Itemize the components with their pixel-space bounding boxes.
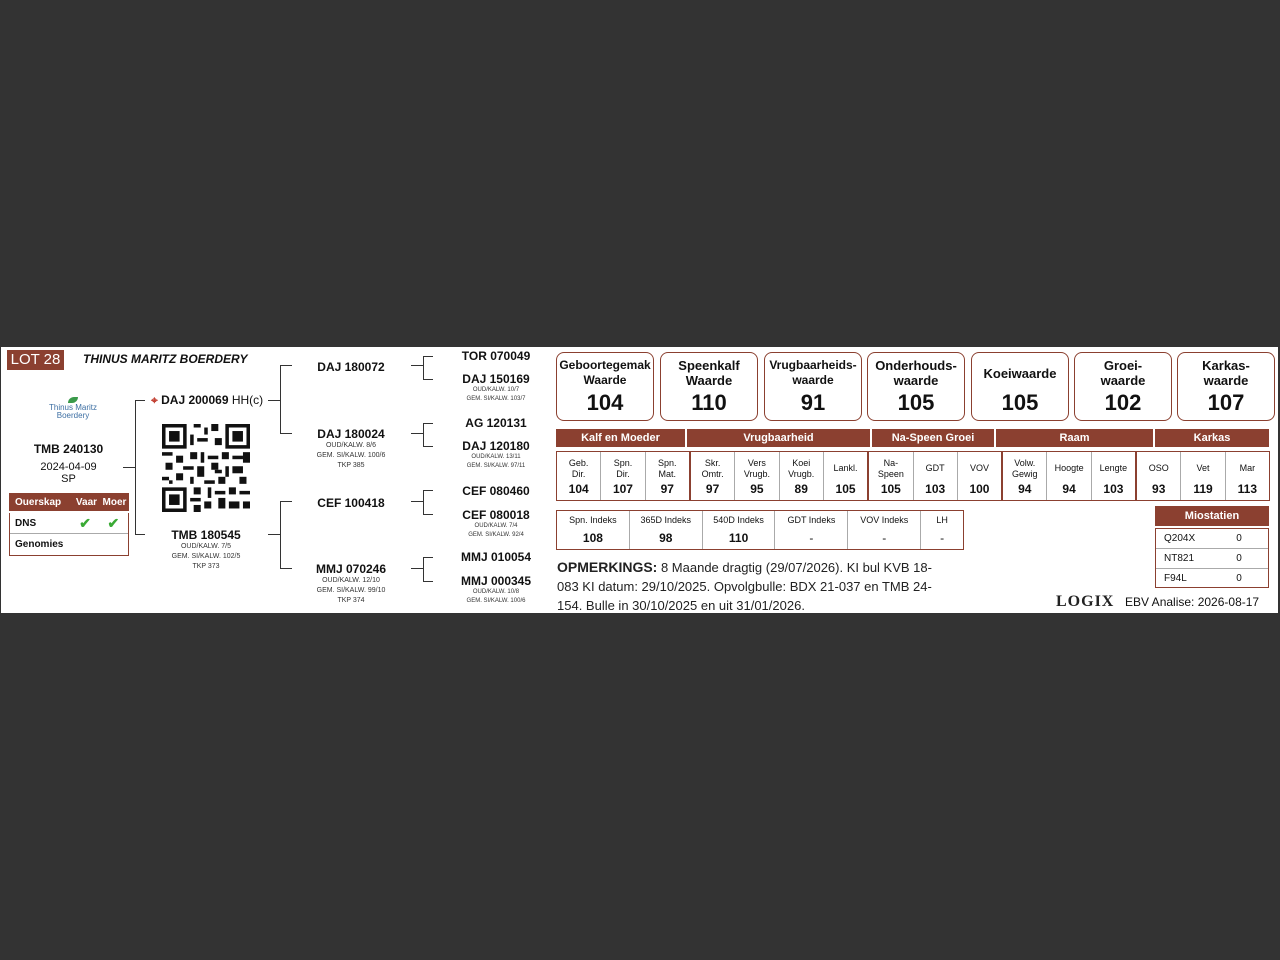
section-header: Na-Speen Groei	[872, 429, 994, 447]
farm-name: THINUS MARITZ BOERDERY	[83, 352, 248, 366]
ownership-header: Ouerskap Vaar Moer	[9, 493, 129, 511]
dds: MMJ 010054	[460, 550, 532, 564]
remarks-label: OPMERKINGS:	[557, 559, 658, 575]
ownership-body	[9, 513, 129, 556]
myostatin-header: Miostatien	[1155, 506, 1269, 526]
index-table	[556, 510, 964, 550]
dam: TMB 180545 OUD/KALW. 7/5 GEM. SI/KALW. 102/5 TKP 373	[151, 528, 261, 572]
dsd: CEF 080018 OUD/KALW. 7/4 GEM. SI/KALW. 92/4	[462, 508, 530, 538]
section-header: Raam	[996, 429, 1153, 447]
ownership-row-genomics: Genomies	[10, 533, 128, 554]
dss: CEF 080460	[462, 484, 530, 498]
value-box: Vrugbaarheids- waarde 91	[764, 352, 862, 421]
sire-id: DAJ 200069	[161, 393, 229, 407]
sdd: DAJ 120180 OUD/KALW. 13/11 GEM. SI/KALW. 97/11	[462, 439, 530, 469]
value-box: Groei- waarde 102	[1074, 352, 1172, 421]
qr-code	[162, 424, 250, 512]
index-cell: VOV Indeks -	[847, 511, 920, 549]
value-box: Karkas- waarde 107	[1177, 352, 1275, 421]
checkmark-icon: ✔	[107, 514, 120, 531]
ownership-row-dns: DNS ✔ ✔	[10, 513, 128, 533]
section-header: Karkas	[1155, 429, 1269, 447]
myostatin-table	[1155, 528, 1269, 588]
ebv-cell: Koei Vrugb. 89	[779, 452, 823, 500]
ebv-cell: Mar 113	[1225, 452, 1269, 500]
myostatin-row: Q204X 0	[1164, 533, 1242, 544]
ebv-cell: Geb. Dir. 104	[568, 458, 589, 496]
ebv-cell: Na- Speen 105	[867, 452, 912, 500]
sire-status: HH(c)	[231, 393, 264, 407]
section-header: Kalf en Moeder	[556, 429, 685, 447]
checkmark-icon: ✔	[79, 514, 91, 531]
index-cell: 365D Indeks 98	[629, 511, 702, 549]
ebv-cell: Skr. Omtr. 97	[689, 452, 734, 500]
sire	[151, 393, 263, 408]
logo-line2: Boerdery	[56, 411, 90, 420]
ebv-cell: Hoogte 94	[1046, 452, 1090, 500]
section-header: Vrugbaarheid	[687, 429, 870, 447]
ebv-cell: Spn. Dir. 107	[600, 452, 644, 500]
index-cell: LH -	[920, 511, 963, 549]
ownership-table	[9, 493, 129, 555]
lot-badge: LOT 28	[7, 350, 64, 370]
sire-sire: DAJ 180072	[317, 360, 385, 374]
dam-id: TMB 180545	[171, 528, 241, 542]
ebv-cell: Vers Vrugb. 95	[734, 452, 778, 500]
sire-dam: DAJ 180024 OUD/KALW. 8/6 GEM. SI/KALW. 100/6 TKP 385	[316, 427, 386, 469]
ebv-cell: Volw. Gewig 94	[1001, 452, 1046, 500]
dam-sire: CEF 100418	[317, 496, 385, 510]
value-box: Koeiwaarde 105	[971, 352, 1069, 421]
index-cell: GDT Indeks -	[774, 511, 847, 549]
myostatin-row: F94L 0	[1156, 568, 1268, 588]
ebv-cell: Vet 119	[1180, 452, 1224, 500]
birth-date: 2024-04-09	[40, 461, 97, 473]
ebv-grid	[556, 451, 1270, 501]
analysis-date: EBV Analise: 2026-08-17	[1125, 595, 1260, 609]
remarks-text: 8 Maande dragtig (29/07/2026). KI bul KVB 18-083 KI datum: 29/10/2025. Opvolgbulle: BDX 21-037 en TMB 24-154. Bulle in 30/10/2025 en uit 31/01/2026.	[557, 560, 932, 613]
dam-dam: MMJ 070246 OUD/KALW. 12/10 GEM. SI/KALW. 99/10 TKP 374	[315, 562, 387, 604]
sds: AG 120131	[465, 416, 527, 430]
ebv-cell: OSO 93	[1135, 452, 1180, 500]
logo-line1: Thinus Maritz	[48, 403, 97, 412]
index-cell: Spn. Indeks 108	[569, 515, 617, 545]
ebv-cell: Lankl. 105	[823, 452, 867, 500]
animal-info	[21, 442, 116, 485]
remarks	[557, 558, 939, 615]
value-box: Geboortegemak Waarde 104	[556, 352, 654, 421]
lot-card	[1, 347, 1278, 613]
value-box: Onderhouds- waarde 105	[867, 352, 965, 421]
farm-logo	[45, 397, 101, 420]
ebv-cell: VOV 100	[957, 452, 1001, 500]
ebv-cell: Spn. Mat. 97	[645, 452, 689, 500]
sss: TOR 070049	[461, 349, 531, 363]
myostatin-row: NT821 0	[1156, 548, 1268, 568]
ebv-cell: GDT 103	[913, 452, 957, 500]
animal-id: TMB 240130	[33, 442, 104, 456]
animal-code: SP	[61, 473, 76, 485]
ebv-cell: Lengte 103	[1091, 452, 1135, 500]
value-box: Speenkalf Waarde 110	[660, 352, 758, 421]
ddd: MMJ 000345 OUD/KALW. 10/8 GEM. SI/KALW. 100/6	[460, 574, 532, 604]
ssd: DAJ 150169 OUD/KALW. 10/7 GEM. SI/KALW. 103/7	[462, 372, 530, 402]
brand-logo: LOGIX	[1056, 593, 1115, 610]
index-cell: 540D Indeks 110	[702, 511, 775, 549]
target-icon: ⌖	[151, 393, 158, 407]
